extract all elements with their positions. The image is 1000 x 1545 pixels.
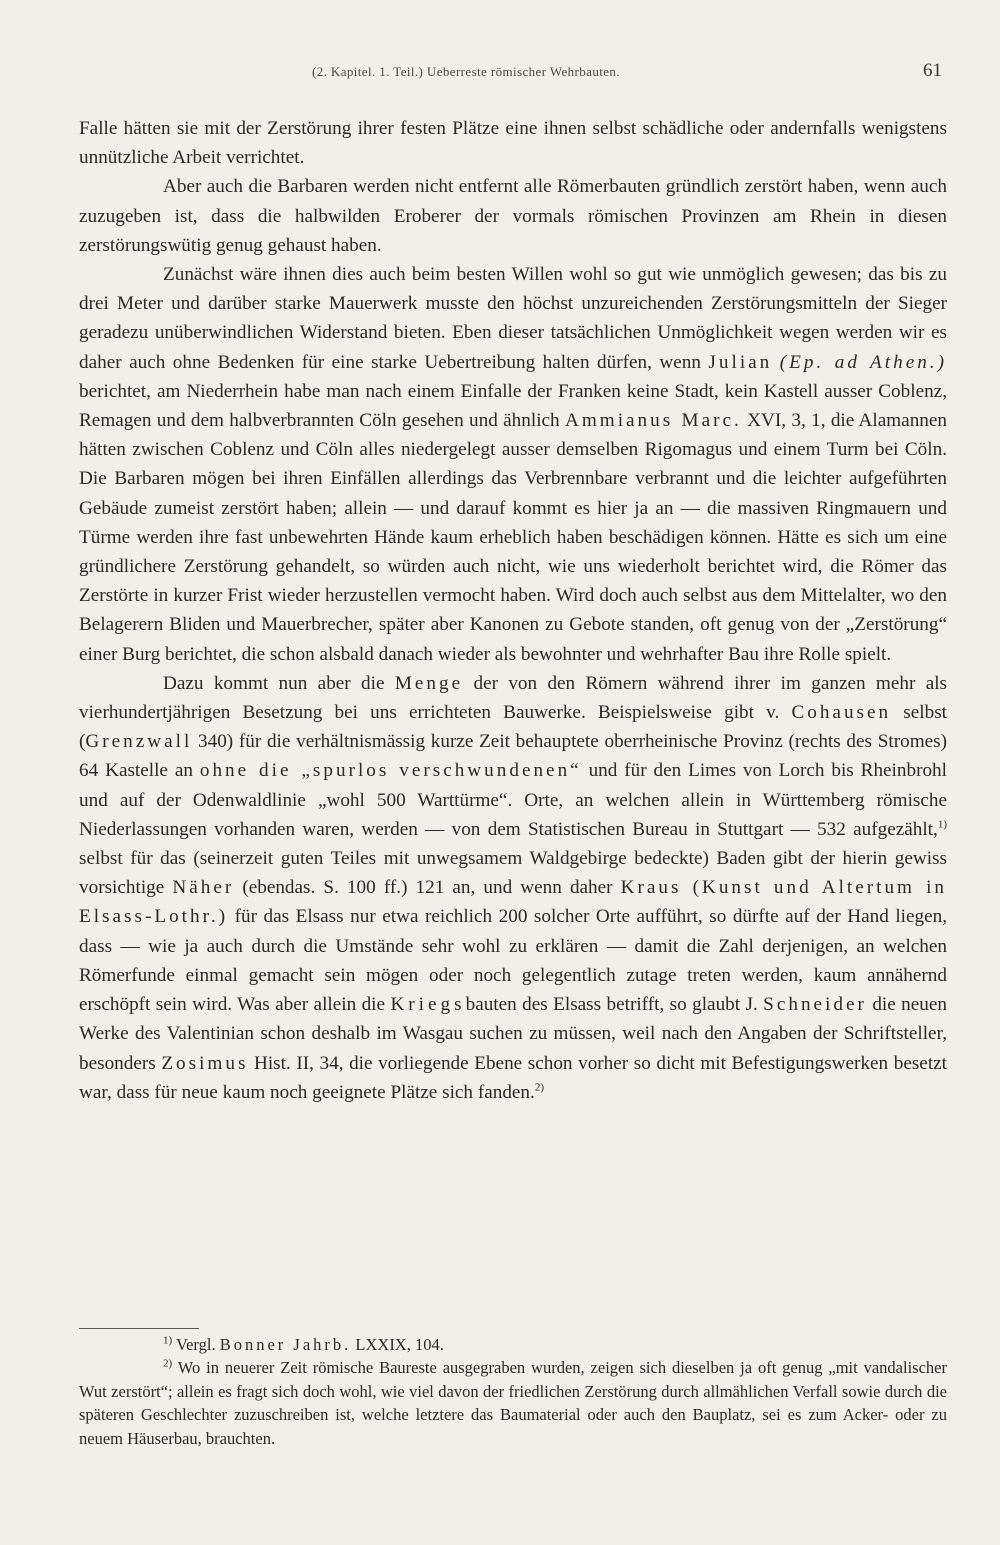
running-head: (2. Kapitel. 1. Teil.) Ueberreste römischer Wehrbauten. (312, 64, 620, 79)
text-run: selbst ( (79, 702, 947, 753)
text-run: berichtet, am Niederrhein habe man nach einem Einfalle der Franken keine Stadt, kein Kastell ausser Coblenz, Remagen und dem halbverbrannten Cöln gesehen und ähnlich (79, 380, 947, 432)
text-run: (ebendas. S. 100 ff.) 121 an, und wenn daher (234, 877, 621, 899)
text-run: XVI, 3, 1, die Alamannen hätten zwischen Coblenz und Cöln alles niedergelegt ausser demselben Rigomagus und einem Turm bei Cöln. Die Barbaren mögen bei ihren Einfällen allerdings das Verbrennbare verbrannt und die leichter aufgeführten Gebäude zumeist zerstört haben; allein — und darauf kommt es hier ja an — die massiven Ringmauern und Türme werden ihre fast unbewehrten Hände kaum erheblich haben beschädigen können. Hätte es sich um eine gründlichere Zerstörung gehandelt, so würden auch nicht, wie uns wiederholt berichtet wird, die Römer das Zerstörte in kurzer Frist wieder herzustellen vermocht haben. Wird doch auch selbst aus dem Mittelalter, wo den Belagerern Bliden und Mauerbrecher, später aber Kanonen zu Gebote standen, oft genug von der „Zerstörung“ einer Burg berichtet, die schon alsbald danach wieder als bewohnter und wehrhafter Bau ihre Rolle spielt. (79, 410, 947, 665)
text-run: 340) für die verhältnismässig kurze Zeit behauptete oberrheinische Provinz (rechts des Stromes) 64 Kastelle an (79, 731, 947, 782)
page-number: 61 (923, 60, 942, 81)
spaced-word-kriegs: Kriegs (390, 994, 466, 1016)
text-run: Hist. II, 34, die vorliegende Ebene schon vorher so dicht mit Befestigungswerken besetzt war, dass für neue kaum noch geeignete Plätze sich fanden. (79, 1052, 947, 1103)
paragraph-2: Aber auch die Barbaren werden nicht entfernt alle Römerbauten gründlich zerstört haben, wenn auch zuzugeben ist, dass die halbwilden Eroberer der vormals römischen Provinzen am Rhein in diesen zerstörungswütig genug gehaust haben. (79, 176, 947, 256)
footnote-separator (79, 1328, 199, 1329)
spaced-name-ammianus: Ammianus Marc. (564, 410, 742, 432)
footnote-ref-1[interactable]: 1) (937, 818, 947, 831)
footnote-1 (79, 1333, 947, 1356)
text-run: Vergl. (172, 1335, 220, 1354)
spaced-name-julian: Julian (708, 351, 773, 373)
spaced-name-kraus: Kraus (Kunst und Altertum in Elsass-Lothr.) (79, 877, 947, 928)
text-run: für das Elsass nur etwa reichlich 200 solcher Orte aufführt, so dürfte auf der Hand liegen, dass — wie ja auch durch die Umstände sehr wohl zu erklären — damit die Zahl derjenigen, an welchen Römerfunde einmal gemacht sein mögen oder noch gelegentlich zutage treten werden, kaum annähernd erschöpft sein wird. Was aber allein die (79, 906, 947, 1016)
main-text (79, 114, 947, 1107)
spaced-title-bonner-jahrb: Bonner Jahrb. (219, 1335, 352, 1354)
text-run: Dazu kommt nun aber die (163, 672, 395, 694)
spaced-name-schneider: Schneider (763, 994, 867, 1016)
spaced-name-naeher: Näher (172, 877, 235, 899)
text-run: die neuen Werke des Valentinian schon deshalb im Wasgau suchen zu müssen, weil nach den Angaben der Schriftsteller, besonders (79, 994, 947, 1074)
spaced-name-cohausen: Cohausen (791, 702, 892, 724)
text-run: Zunächst wäre ihnen dies auch beim besten Willen wohl so gut wie unmöglich gewesen; das bis zu drei Meter und darüber starke Mauerwerk musste den höchst unzureichenden Zerstörungsmitteln der Sieger geradezu unüberwindlichen Widerstand bieten. Eben dieser tatsächlichen Unmöglichkeit wegen werden wir es daher auch ohne Bedenken für eine starke Uebertreibung halten dürfen, wenn (79, 264, 947, 373)
text-run: und für den Limes von Lorch bis Rheinbrohl und auf der Odenwaldlinie „wohl 500 Warttürme“. Orte, an welchen allein in Württemberg römische Niederlassungen vorhanden waren, werden — von dem Statistischen Bureau in Stuttgart — 532 aufgezählt, (79, 760, 947, 840)
spaced-title-grenzwall: Grenzwall (85, 731, 193, 753)
footnote-marker-1: 1) (163, 1334, 173, 1347)
text-run: der von den Römern während ihrer im ganzen mehr als vierhundertjährigen Besetzung bei uns errichteten Bauwerke. Beispielsweise gibt v. (79, 672, 948, 724)
text-run: LXXIX, 104. (351, 1335, 444, 1354)
paragraph-1: Falle hätten sie mit der Zerstörung ihrer festen Plätze eine ihnen selbst schädliche oder andernfalls wenigstens unnützliche Arbeit verrichtet. (79, 118, 947, 169)
text-run: selbst für das (seinerzeit guten Teiles mit unwegsamem Waldgebirge bedeckte) Baden gibt der hierin gewiss vorsichtige (79, 848, 947, 899)
text-run: bauten des Elsass betrifft, so glaubt J. (465, 994, 764, 1016)
footnote-ref-2[interactable]: 2) (534, 1081, 544, 1094)
paragraph-4 (79, 669, 947, 1107)
spaced-word-menge: Menge (394, 672, 464, 694)
spaced-phrase-spurlos: ohne die „spurlos verschwundenen“ (199, 760, 582, 782)
italic-citation-ep-ad-athen: (Ep. ad Athen.) (779, 351, 947, 373)
text-run: Wo in neuerer Zeit römische Baureste ausgegraben wurden, zeigen sich dieselben ja oft genug „mit vandalischer Wut zerstört“; allein es fragt sich doch wohl, wie viel davon der friedlichen Zerstörung durch allmählichen Verfall sowie durch die späteren Geschlechter zuzuschreiben ist, welche letztere das Baumaterial oder auch den Bauplatz, sei es zum Acker- oder zu neuem Häuserbau, brauchten. (79, 1358, 947, 1448)
footnote-2 (79, 1356, 947, 1450)
paragraph-3 (79, 260, 947, 669)
spaced-name-zosimus: Zosimus (161, 1052, 249, 1074)
footnotes (79, 1333, 947, 1450)
footnote-marker-2: 2) (163, 1357, 173, 1370)
